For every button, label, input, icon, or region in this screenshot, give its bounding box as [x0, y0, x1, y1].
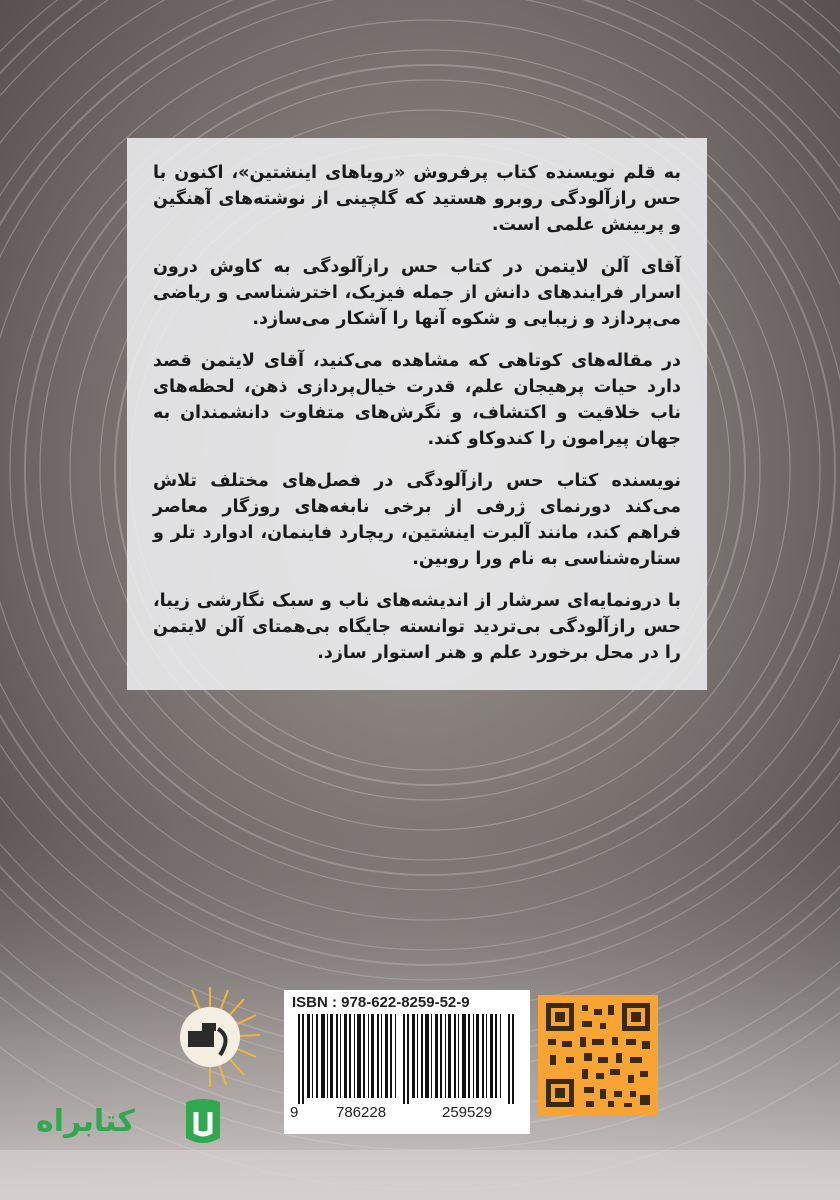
publisher-logo-icon	[158, 985, 262, 1089]
barcode-digit-first: 9	[290, 1104, 299, 1121]
paragraph-1: به قلم نویسنده کتاب پرفروش «رویاهای اینشتین»، اکنون با حس رازآلودگی روبرو هستید که گلچینی از نوشته‌های آهنگین و پربینش علمی است.	[153, 163, 681, 235]
description-panel	[127, 138, 707, 690]
ketabrah-logo	[36, 1092, 226, 1154]
paragraph-4: نویسنده کتاب حس رازآلودگی در فصل‌های مختلف تلاش می‌کند دورنمای ژرفی از برخی نابغه‌های روزگار معاصر فراهم کند، مانند آلبرت اینشتین، ریچارد فاینمان، ادوارد تلر و ستاره‌شناسی به نام ورا روبین.	[153, 471, 681, 569]
barcode-panel	[284, 990, 530, 1134]
barcode-digits-group2: 259529	[442, 1104, 493, 1121]
qr-code-icon	[538, 995, 658, 1115]
barcode-digits-group1: 786228	[336, 1104, 387, 1121]
barcode-icon	[298, 1014, 516, 1104]
paragraph-2: آقای آلن لایتمن در کتاب حس رازآلودگی به کاوش درون اسرار فرایندهای دانش از جمله فیزیک، اخترشناسی و ریاضی می‌پردازد و زیبایی و شکوه آنها را آشکار می‌سازد.	[153, 257, 681, 329]
isbn-label: ISBN : 978-622-8259-52-9	[292, 994, 470, 1011]
ketabrah-label: کتابراه	[36, 1104, 135, 1139]
paragraph-3: در مقاله‌های کوتاهی که مشاهده می‌کنید، آقای لایتمن قصد دارد حیات پرهیجان علم، قدرت خیال‌پردازی ذهن، لحظه‌های ناب خلاقیت و اکتشاف، و نگرش‌های متفاوت دانشمندان به جهان پیرامون را کندوکاو کند.	[153, 351, 681, 449]
paragraph-5: با درونمایه‌ای سرشار از اندیشه‌های ناب و سبک نگارشی زیبا، حس رازآلودگی بی‌تردید توانسته جایگاه بی‌همتای آلن لایتمن را در محل برخورد علم و هنر استوار سازد.	[153, 591, 681, 663]
ketabrah-logo-icon	[182, 1096, 224, 1148]
